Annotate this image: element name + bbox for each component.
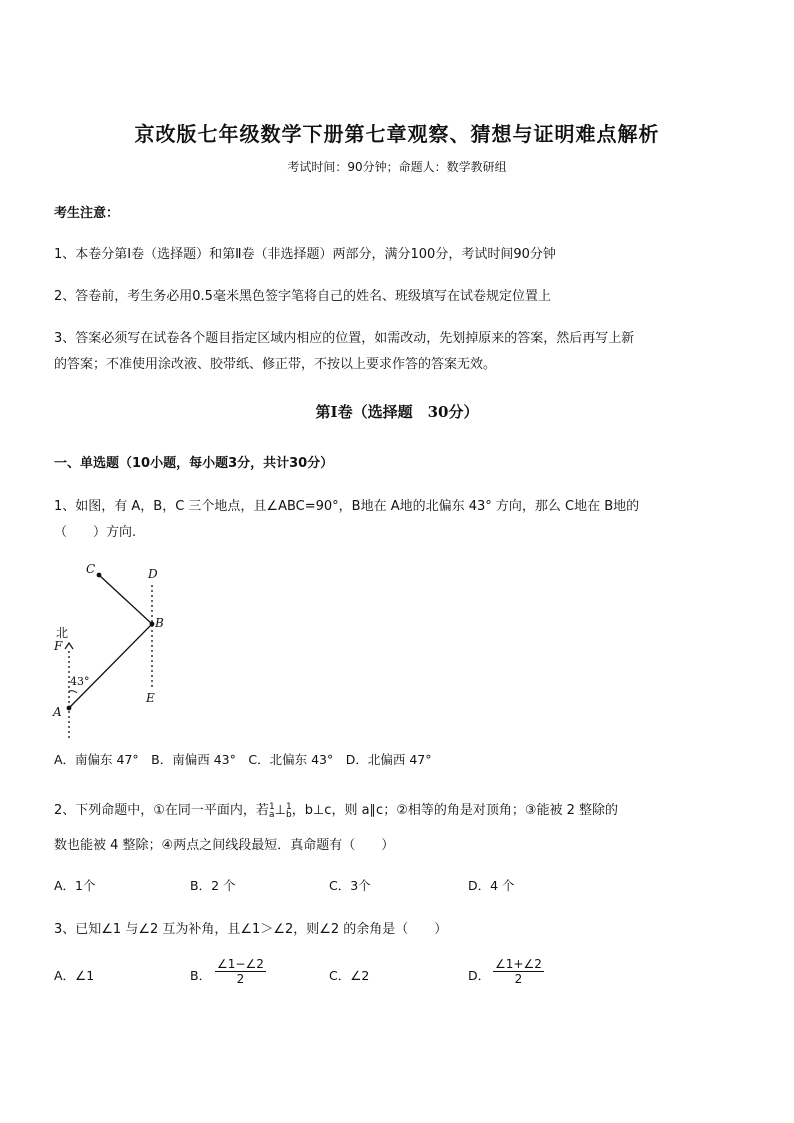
q3-option-d-numerator: ∠1+∠2 bbox=[495, 957, 542, 971]
notice-item-2: 2、答卷前，考生务必用0.5毫米黑色签字笔将自己的姓名、班级填写在试卷规定位置上 bbox=[54, 289, 551, 304]
label-b: B bbox=[155, 616, 164, 630]
q2-stem-line2: 数也能被 4 整除；④两点之间线段最短．真命题有（ ） bbox=[54, 838, 395, 853]
angle-arc bbox=[69, 691, 77, 693]
document-title: 京改版七年级数学下册第七章观察、猜想与证明难点解析 bbox=[134, 122, 660, 146]
q2-stem-part1: 2、下列命题中，①在同一平面内，若 bbox=[54, 803, 269, 818]
q2-option-a: A．1个 bbox=[54, 878, 96, 893]
label-angle-43: 43° bbox=[70, 675, 90, 688]
q3-option-a: A．∠1 bbox=[54, 968, 95, 983]
q2-option-d: D．4 个 bbox=[468, 878, 515, 893]
q2-option-b: B．2 个 bbox=[190, 878, 236, 893]
q3-option-b-denominator: 2 bbox=[236, 972, 245, 986]
q2-option-c: C．3个 bbox=[329, 878, 371, 893]
label-c: C bbox=[86, 562, 96, 576]
notice-item-3-cont: 的答案；不准使用涂改液、胶带纸、修正带，不按以上要求作答的答案无效。 bbox=[54, 357, 497, 372]
point-c bbox=[97, 573, 102, 578]
document-subtitle: 考试时间：90分钟；命题人：数学教研组 bbox=[287, 160, 507, 174]
q2-perp-a: 1 a bbox=[268, 801, 275, 820]
question-group-title: 一、单选题（10小题，每小题3分，共计30分） bbox=[54, 456, 334, 471]
q2-stem-part2: ，b⊥c，则 a∥c；②相等的角是对顶角；③能被 2 整除的 bbox=[291, 803, 619, 818]
q3-option-c: C．∠2 bbox=[329, 968, 370, 983]
notice-heading: 考生注意： bbox=[54, 206, 120, 221]
segment-ab bbox=[69, 624, 152, 708]
q2-stem-line1 bbox=[54, 799, 618, 819]
section-title: 第Ⅰ卷（选择题 30分） bbox=[315, 403, 479, 421]
q3-stem: 3、已知∠1 与∠2 互为补角，且∠1＞∠2，则∠2 的余角是（ ） bbox=[54, 922, 448, 937]
label-e: E bbox=[146, 691, 155, 705]
q3-option-d-fraction bbox=[493, 957, 544, 986]
notice-item-3: 3、答案必须写在试卷各个题目指定区域内相应的位置，如需改动，先划掉原来的答案，然后再写上新 bbox=[54, 331, 635, 346]
notice-item-1: 1、本卷分第Ⅰ卷（选择题）和第Ⅱ卷（非选择题）两部分，满分100分，考试时间90分钟 bbox=[54, 247, 556, 262]
q1-stem-line1: 1、如图，有 A，B，C 三个地点，且∠ABC=90°，B地在 A地的北偏东 43° 方向，那么 C地在 B地的 bbox=[54, 499, 640, 514]
q3-option-d-label: D． bbox=[468, 968, 491, 983]
q1-stem-line2: （ ）方向. bbox=[54, 525, 137, 540]
q3-option-d-denominator: 2 bbox=[514, 972, 523, 986]
north-arrow-icon bbox=[65, 643, 73, 649]
q3-option-b-numerator: ∠1−∠2 bbox=[217, 957, 264, 971]
label-north: 北 bbox=[56, 626, 69, 640]
q3-option-b-fraction bbox=[215, 957, 266, 986]
point-a bbox=[67, 706, 72, 711]
segment-cb bbox=[99, 575, 152, 624]
point-b bbox=[150, 622, 155, 627]
label-f: F bbox=[54, 639, 63, 653]
q2-perp-symbol: ⊥ bbox=[274, 803, 286, 818]
q3-option-b-label: B． bbox=[190, 968, 212, 983]
q2-perp-b: 1 b bbox=[286, 801, 292, 820]
label-d: D bbox=[148, 567, 158, 581]
label-a: A bbox=[53, 705, 62, 719]
q1-options: A．南偏东 47° B．南偏西 43° C．北偏东 43° D．北偏西 47° bbox=[54, 752, 432, 767]
q1-figure bbox=[40, 555, 190, 740]
